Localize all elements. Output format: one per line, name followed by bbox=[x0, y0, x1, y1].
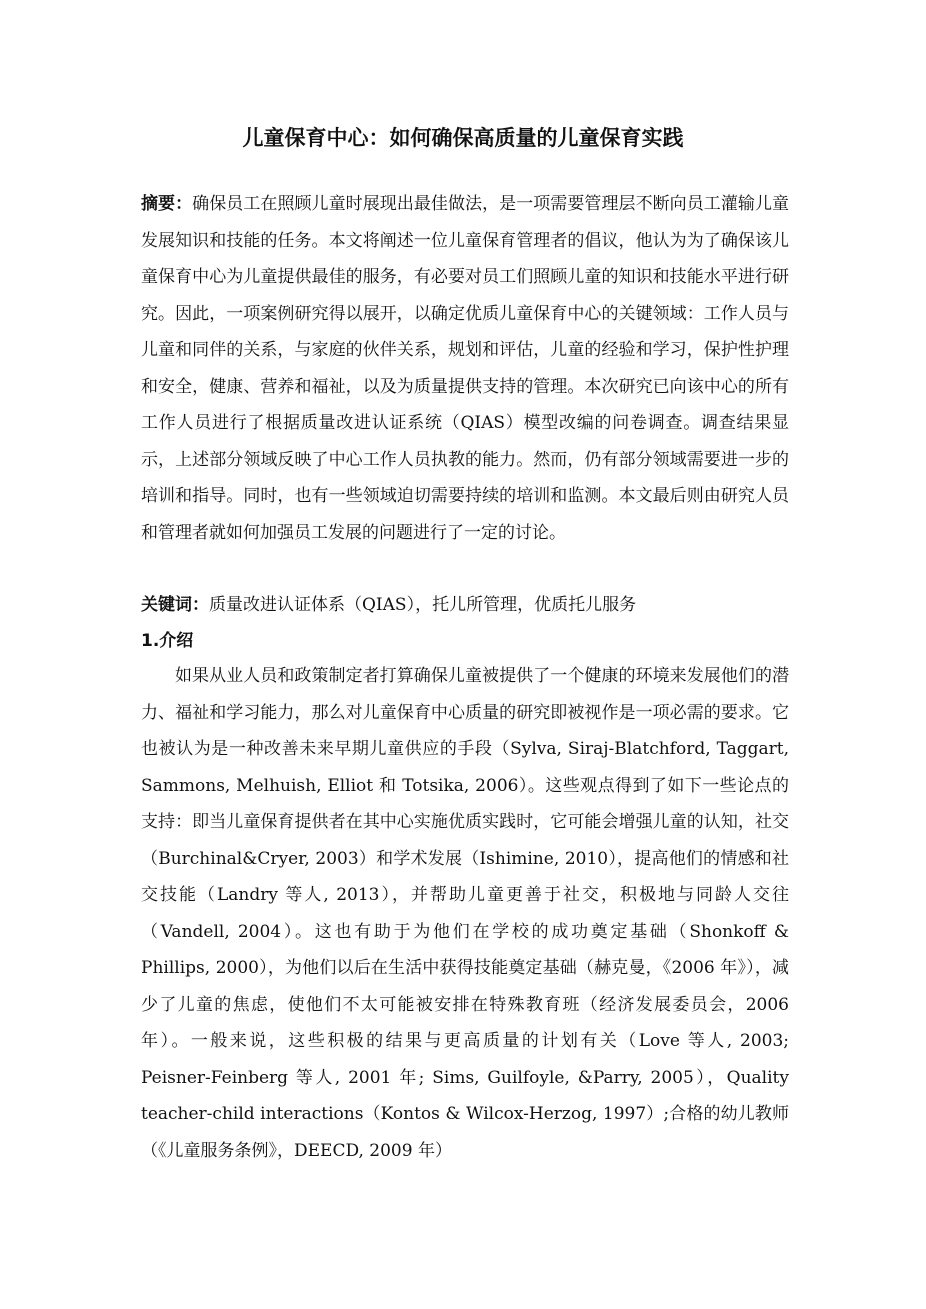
keywords-label: 关键词： bbox=[141, 595, 209, 615]
abstract-paragraph bbox=[141, 186, 789, 551]
keywords-line bbox=[141, 587, 789, 623]
introduction-paragraph: 如果从业人员和政策制定者打算确保儿童被提供了一个健康的环境来发展他们的潜力、福祉和学习能力，那么对儿童保育中心质量的研究即被视作是一项必需的要求。它也被认为是一种改善未来早期儿童供应的手段（Sylva, Siraj-Blatchford, Taggart, Sammons, Melhuish, Elliot 和 Totsika, 2006）。这些观点得到了如下一些论点的支持：即当儿童保育提供者在其中心实施优质实践时，它可能会增强儿童的认知，社交（Burchinal&Cryer, 2003）和学术发展（Ishimine, 2010），提高他们的情感和社交技能（Landry 等人, 2013），并帮助儿童更善于社交，积极地与同龄人交往（Vandell, 2004）。这也有助于为他们在学校的成功奠定基础（Shonkoff & Phillips, 2000），为他们以后在生活中获得技能奠定基础（赫克曼，《2006 年》），减少了儿童的焦虑，使他们不太可能被安排在特殊教育班（经济发展委员会，2006 年）。一般来说，这些积极的结果与更高质量的计划有关（Love 等人, 2003; Peisner-Feinberg 等人, 2001 年; Sims, Guilfoyle, &Parry, 2005），Quality teacher-child interactions（Kontos & Wilcox-Herzog, 1997）;合格的幼儿教师（《儿童服务条例》，DEECD, 2009 年） bbox=[141, 666, 789, 1161]
section-heading-introduction: 1.介绍 bbox=[141, 631, 194, 651]
abstract-label: 摘要： bbox=[141, 194, 193, 214]
abstract-text: 确保员工在照顾儿童时展现出最佳做法，是一项需要管理层不断向员工灌输儿童发展知识和技能的任务。本文将阐述一位儿童保育管理者的倡议，他认为为了确保该儿童保育中心为儿童提供最佳的服务，有必要对员工们照顾儿童的知识和技能水平进行研究。因此，一项案例研究得以展开，以确定优质儿童保育中心的关键领域：工作人员与儿童和同伴的关系，与家庭的伙伴关系，规划和评估，儿童的经验和学习，保护性护理和安全，健康、营养和福祉，以及为质量提供支持的管理。本次研究已向该中心的所有工作人员进行了根据质量改进认证系统（QIAS）模型改编的问卷调查。调查结果显示，上述部分领域反映了中心工作人员执教的能力。然而，仍有部分领域需要进一步的培训和指导。同时，也有一些领域迫切需要持续的培训和监测。本文最后则由研究人员和管理者就如何加强员工发展的问题进行了一定的讨论。 bbox=[141, 194, 790, 543]
document-title: 儿童保育中心：如何确保高质量的儿童保育实践 bbox=[242, 126, 684, 150]
keywords-text: 质量改进认证体系（QIAS），托儿所管理，优质托儿服务 bbox=[209, 595, 637, 615]
